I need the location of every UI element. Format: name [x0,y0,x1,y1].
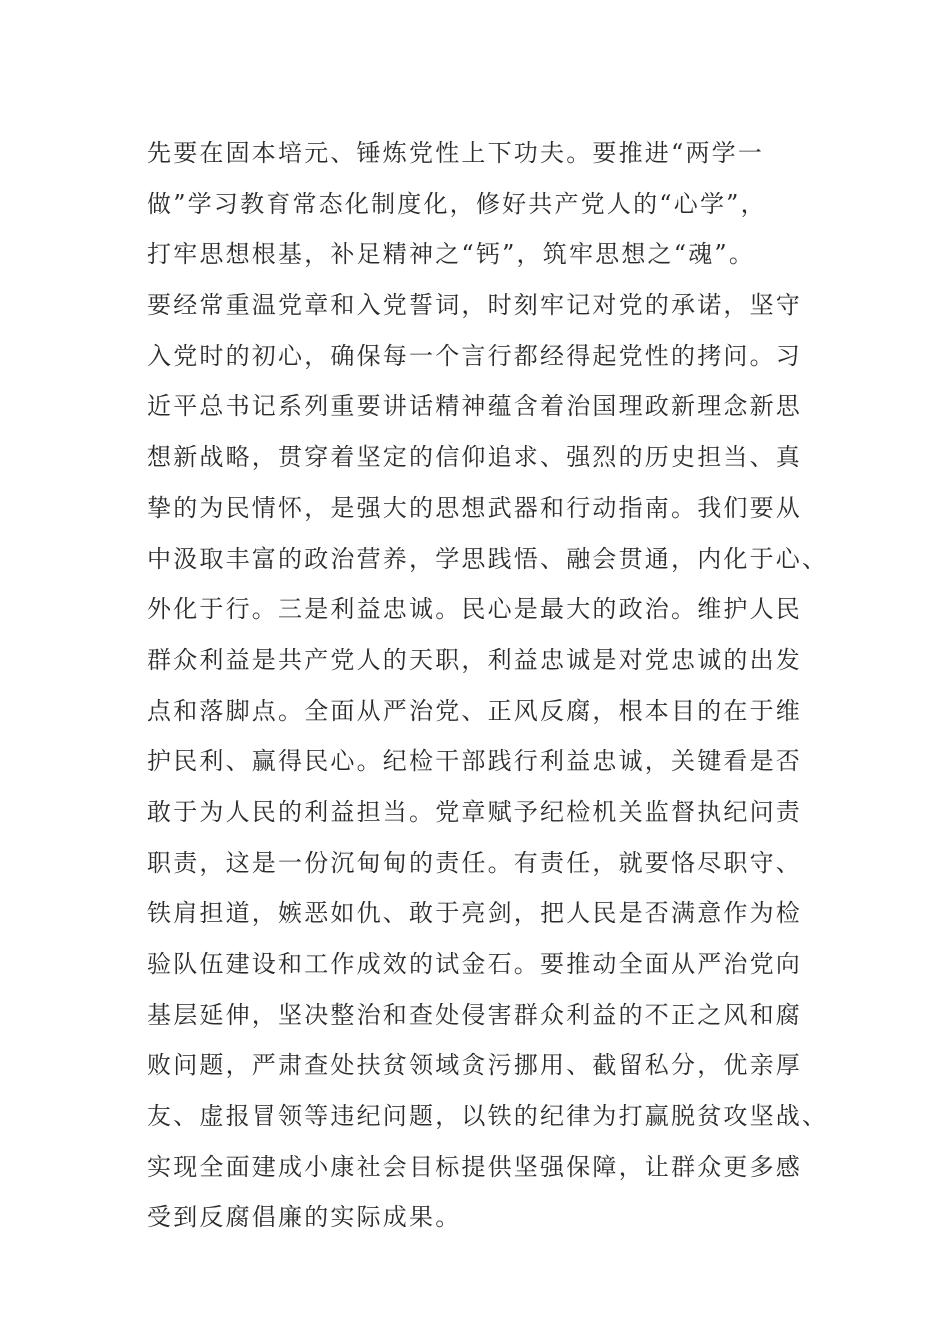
text-line: 铁肩担道，嫉恶如仇、敢于亮剑，把人民是否满意作为检 [147,899,802,928]
text-line: 实现全面建成小康社会目标提供坚强保障，让群众更多感 [147,1152,802,1181]
text-line: 基层延伸，坚决整治和查处侵害群众利益的不正之风和腐 [147,1000,802,1029]
text-line: 中汲取丰富的政治营养，学思践悟、融会贯通，内化于心、 [147,544,829,573]
text-line: 职责，这是一份沉甸甸的责任。有责任，就要恪尽职守、 [147,848,802,877]
text-line: 败问题，严肃查处扶贫领域贪污挪用、截留私分，优亲厚 [147,1051,802,1080]
text-line: 群众利益是共产党人的天职，利益忠诚是对党忠诚的出发 [147,645,802,674]
text-line: 先要在固本培元、锤炼党性上下功夫。要推进“两学一 [147,139,765,167]
text-line: 近平总书记系列重要讲话精神蕴含着治国理政新理念新思 [147,392,802,421]
text-line: 护民利、赢得民心。纪检干部践行利益忠诚，关键看是否 [147,747,802,776]
text-line: 受到反腐倡廉的实际成果。 [147,1203,462,1232]
text-line: 要经常重温党章和入党誓词，时刻牢记对党的承诺，坚守 [147,291,802,320]
text-line: 友、虚报冒领等违纪问题，以铁的纪律为打赢脱贫攻坚战、 [147,1102,829,1131]
text-line: 打牢思想根基，补足精神之“钙”，筑牢思想之“魂”。 [147,240,756,269]
text-line: 敢于为人民的利益担当。党章赋予纪检机关监督执纪问责 [147,797,802,826]
text-line: 外化于行。三是利益忠诚。民心是最大的政治。维护人民 [147,595,802,624]
text-line: 点和落脚点。全面从严治党、正风反腐，根本目的在于维 [147,696,802,725]
text-line: 做”学习教育常态化制度化，修好共产党人的“心学”， [147,189,767,218]
text-line: 验队伍建设和工作成效的试金石。要推动全面从严治党向 [147,950,802,978]
text-line: 入党时的初心，确保每一个言行都经得起党性的拷问。习 [147,341,802,370]
text-line: 想新战略，贯穿着坚定的信仰追求、强烈的历史担当、真 [147,443,802,472]
text-line: 挚的为民情怀，是强大的思想武器和行动指南。我们要从 [147,493,802,522]
body-text [147,128,829,1243]
